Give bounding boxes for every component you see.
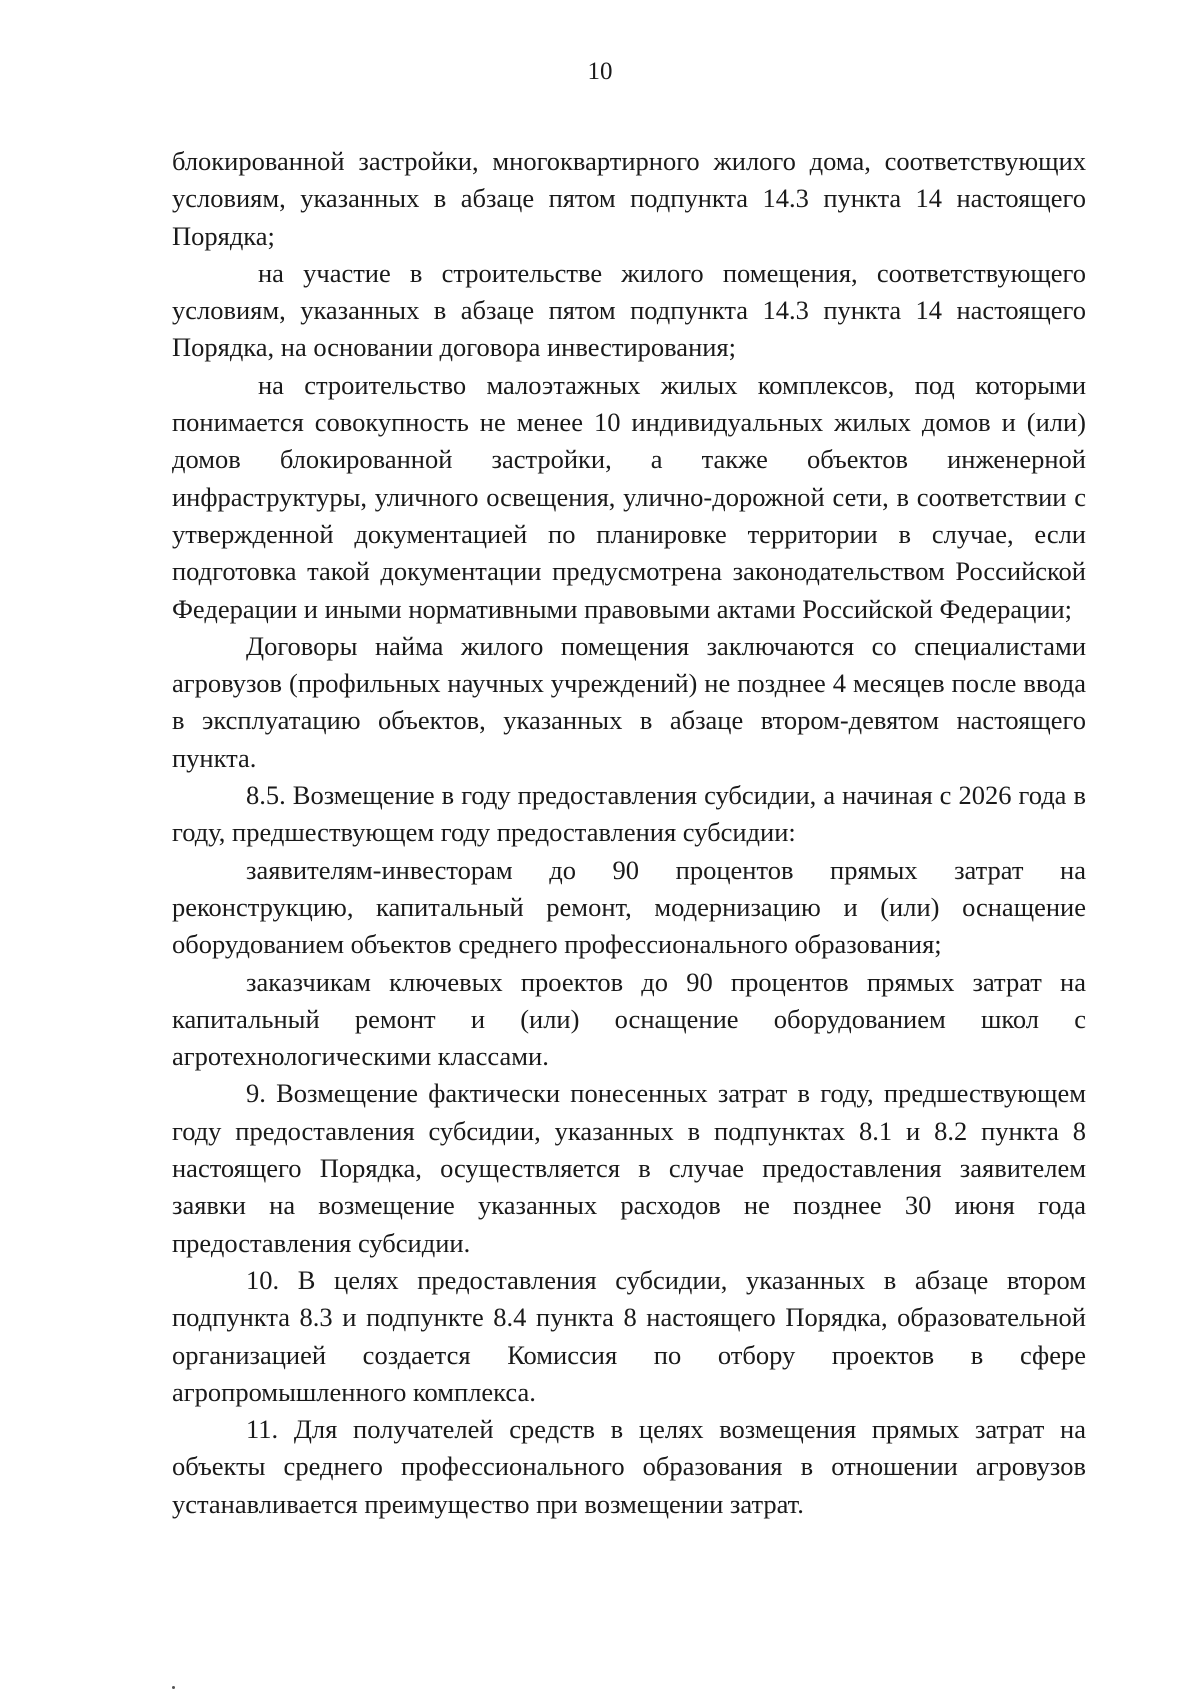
paragraph-low-rise-construction: на строительство малоэтажных жилых комплексов, под которыми понимается совокупность не менее 10 индивидуальных жилых домов и (или) домов блокированной застройки, а также объектов инженерной инфраструктуры, уличного освещения, улично-дорожной сети, в соответствии с утвержденной документацией по планировке территории в случае, если подготовка такой документации предусмотрена законодательством Российской Федерации и иными нормативными правовыми актами Российской Федерации; [172,369,1086,624]
paragraph-investment: на участие в строительстве жилого помещения, соответствующего условиям, указанных в абзаце пятом подпункта 14.3 пункта 14 настоящего Порядка, на основании договора инвестирования; [172,257,1086,363]
paragraph-8-5: 8.5. Возмещение в году предоставления субсидии, а начиная с 2026 года в году, предшествующем году предоставления субсидии: [172,780,1086,848]
scan-speck [172,1686,175,1689]
paragraph-10: 10. В целях предоставления субсидии, указанных в абзаце втором подпункта 8.3 и подпункте 8.4 пункта 8 настоящего Порядка, образовательной организацией создается Комиссия по отбору проектов в сфере агропромышленного комплекса. [172,1264,1086,1407]
paragraph-key-project-customers: заказчикам ключевых проектов до 90 процентов прямых затрат на капитальный ремонт и (или) оснащение оборудованием школ с агротехнологическими классами. [172,966,1086,1072]
page-number: 10 [587,58,613,85]
paragraph-applicant-investors: заявителям-инвесторам до 90 процентов прямых затрат на реконструкцию, капитальный ремонт, модернизацию и (или) оснащение оборудованием объектов среднего профессионального образования; [172,854,1086,960]
paragraph-rental-agreements: Договоры найма жилого помещения заключаются со специалистами агровузов (профильных научных учреждений) не позднее 4 месяцев после ввода в эксплуатацию объектов, указанных в абзаце втором-девятом настоящего пункта. [172,630,1086,773]
paragraph-11: 11. Для получателей средств в целях возмещения прямых затрат на объекты среднего профессионального образования в отношении агровузов устанавливается преимущество при возмещении затрат. [172,1414,1086,1519]
paragraph-continuation: блокированной застройки, многоквартирного жилого дома, соответствующих условиям, указанных в абзаце пятом подпункта 14.3 пункта 14 настоящего Порядка; [172,146,1086,251]
document-body [172,143,1086,1523]
paragraph-9: 9. Возмещение фактически понесенных затрат в году, предшествующем году предоставления субсидии, указанных в подпунктах 8.1 и 8.2 пункта 8 настоящего Порядка, осуществляется в случае предоставления заявителем заявки на возмещение указанных расходов не позднее 30 июня года предоставления субсидии. [172,1078,1086,1258]
